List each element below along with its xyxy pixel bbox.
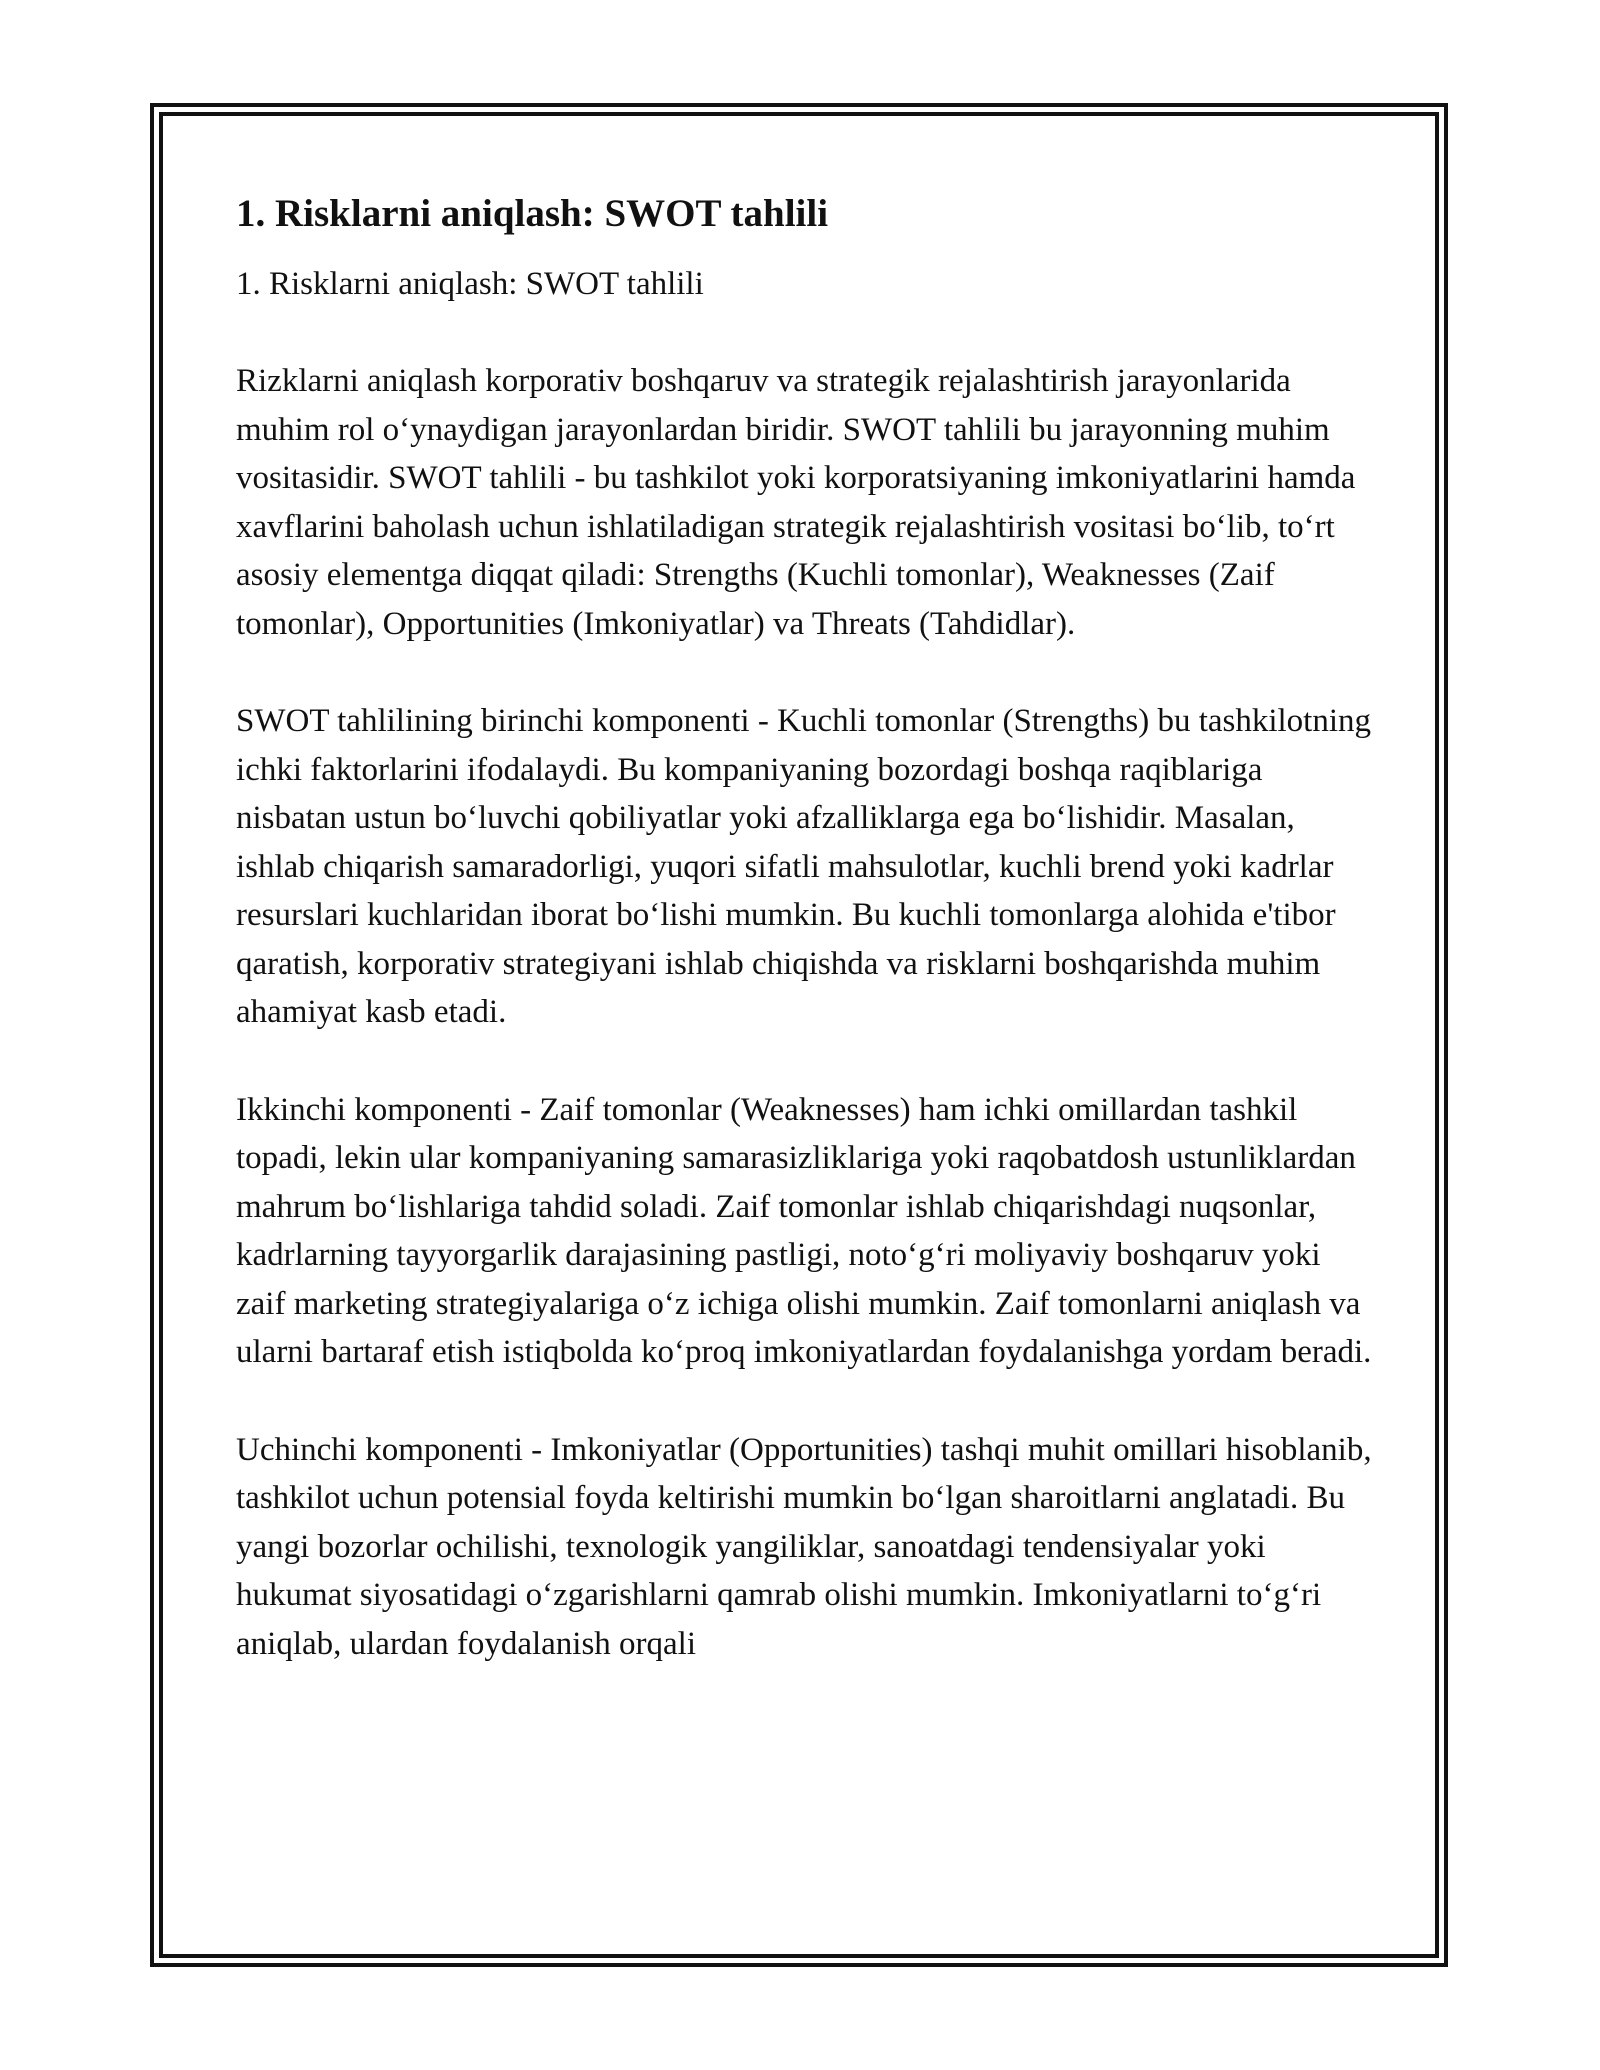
paragraph-strengths: SWOT tahlilining birinchi komponenti - Kuchli tomonlar (Strengths) bu tashkilotning ichki faktorlarini ifodalaydi. Bu kompaniyaning bozordagi boshqa raqiblariga nisbatan ustun bo‘luvchi qobiliyatlar yoki afzalliklarga ega bo‘lishidir. Masalan, ishlab chiqarish samaradorligi, yuqori sifatli mahsulotlar, kuchli brend yoki kadrlar resurslari kuchlaridan iborat bo‘lishi mumkin. Bu kuchli tomonlarga alohida e'tibor qaratish, korporativ strategiyani ishlab chiqishda va risklarni boshqarishda muhim ahamiyat kasb etadi. — [236, 703, 1372, 1030]
paragraph-opportunities: Uchinchi komponenti - Imkoniyatlar (Opportunities) tashqi muhit omillari hisoblanib, tashkilot uchun potensial foyda keltirishi mumkin bo‘lgan sharoitlarni anglatadi. Bu yangi bozorlar ochilishi, texnologik yangiliklar, sanoatdagi tendensiyalar yoki hukumat siyosatidagi o‘zgarishlarni qamrab olishi mumkin. Imkoniyatlarni to‘g‘ri aniqlab, ulardan foydalanish orqali — [236, 1431, 1372, 1662]
paragraph-weaknesses: Ikkinchi komponenti - Zaif tomonlar (Weaknesses) ham ichki omillardan tashkil topadi, lekin ular kompaniyaning samarasizliklariga yoki raqobatdosh ustunliklardan mahrum bo‘lishlariga tahdid soladi. Zaif tomonlar ishlab chiqarishdagi nuqsonlar, kadrlarning tayyorgarlik darajasining pastligi, noto‘g‘ri moliyaviy boshqaruv yoki zaif marketing strategiyalariga o‘z ichiga olishi mumkin. Zaif tomonlarni aniqlash va ularni bartaraf etish istiqbolda ko‘proq imkoniyatlardan foydalanishga yordam beradi. — [236, 1091, 1372, 1370]
document-body — [236, 186, 1376, 1668]
document-subheading: 1. Risklarni aniqlash: SWOT tahlili — [236, 266, 704, 302]
paragraph-intro: Rizklarni aniqlash korporativ boshqaruv va strategik rejalashtirish jarayonlarida muhim rol o‘ynaydigan jarayonlardan biridir. SWOT tahlili bu jarayonning muhim vositasidir. SWOT tahlili - bu tashkilot yoki korporatsiyaning imkoniyatlarini hamda xavflarini baholash uchun ishlatiladigan strategik rejalashtirish vositasi bo‘lib, to‘rt asosiy elementga diqqat qiladi: Strengths (Kuchli tomonlar), Weaknesses (Zaif tomonlar), Opportunities (Imkoniyatlar) va Threats (Tahdidlar). — [236, 363, 1356, 642]
document-heading: 1. Risklarni aniqlash: SWOT tahlili — [236, 192, 829, 235]
